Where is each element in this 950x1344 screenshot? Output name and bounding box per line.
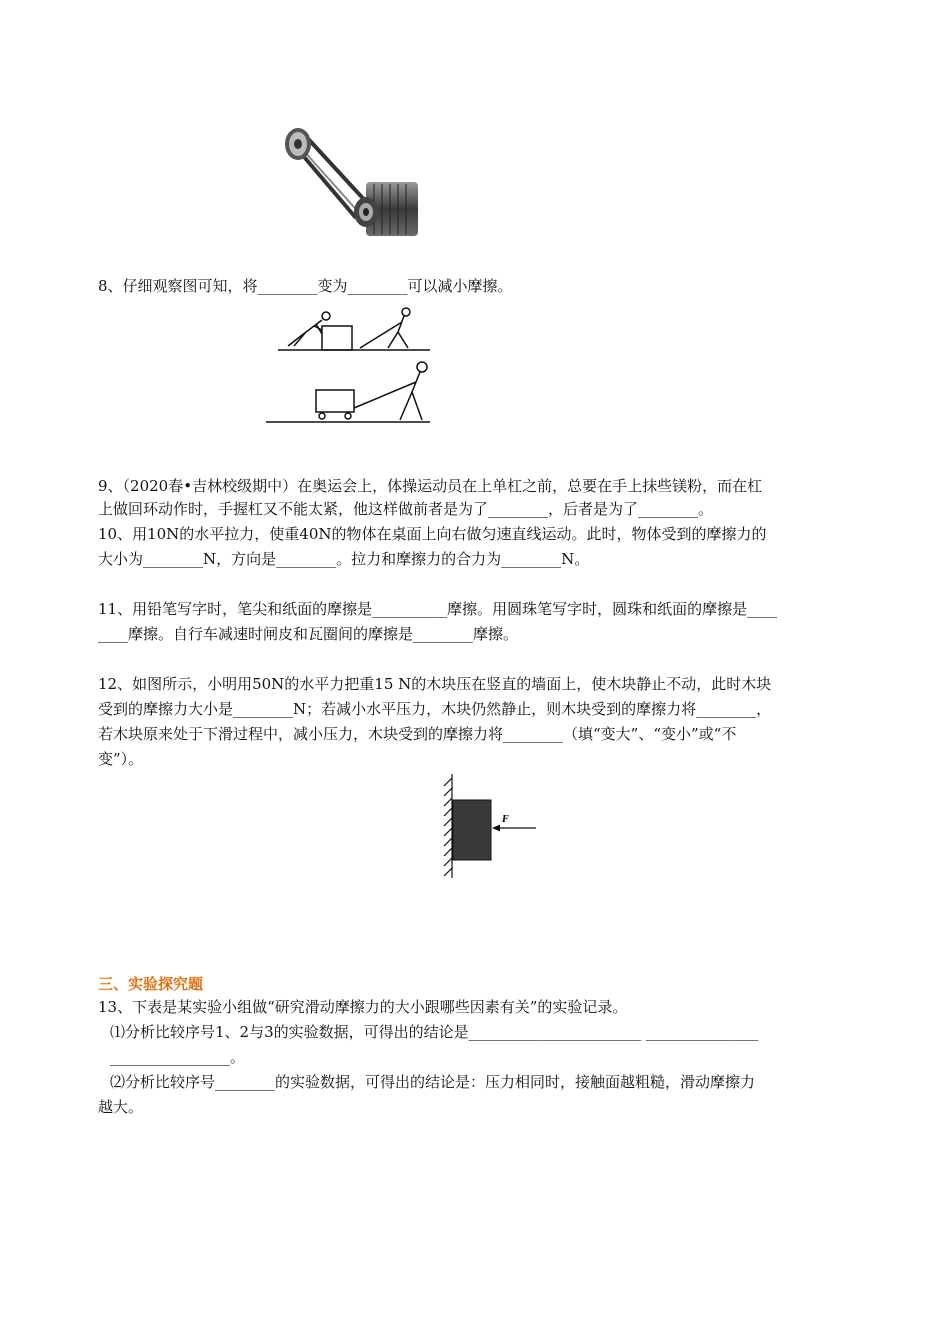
question-13-part-1-line-1: ⑴分析比较序号1、2与3的实验数据，可得出的结论是_______________________ _______________ bbox=[110, 1023, 759, 1041]
question-12-line-3: 若木块原来处于下滑过程中，减小压力，木块受到的摩擦力将________（填“变大”、“变小”或“不 bbox=[98, 725, 737, 743]
question-13-intro: 13、下表是某实验小组做“研究滑动摩擦力的大小跟哪些因素有关”的实验记录。 bbox=[98, 998, 628, 1016]
question-12-line-4: 变”）。 bbox=[98, 750, 144, 768]
question-10-line-2: 大小为________N，方向是________。拉力和摩擦力的合力为________N。 bbox=[98, 550, 590, 568]
question-11-line-1: 11、用铅笔写字时，笔尖和纸面的摩擦是__________摩擦。用圆珠笔写字时，圆珠和纸面的摩擦是____ bbox=[98, 600, 778, 618]
question-12-line-1: 12、如图所示，小明用50N的水平力把重15 N的木块压在竖直的墙面上，使木块静止不动，此时木块 bbox=[98, 675, 772, 693]
question-11-line-2: ____摩擦。自行车减速时闸皮和瓦圈间的摩擦是________摩擦。 bbox=[98, 625, 519, 643]
friction-comparison-figure bbox=[264, 302, 432, 428]
question-13-part-2-line-1: ⑵分析比较序号________的实验数据，可得出的结论是：压力相同时，接触面越粗糙，滑动摩擦力 bbox=[110, 1073, 756, 1091]
question-9-line-2: 上做回环动作时，手握杠又不能太紧，他这样做前者是为了________，后者是为了________。 bbox=[98, 500, 714, 518]
force-label: F bbox=[502, 815, 509, 825]
question-8: 8、仔细观察图可知，将________变为________可以减小摩擦。 bbox=[98, 277, 513, 295]
question-10-line-1: 10、用10N的水平拉力，使重40N的物体在桌面上向右做匀速直线运动。此时，物体受到的摩擦力的 bbox=[98, 525, 767, 543]
question-9-line-1: 9、（2020春•吉林校级期中）在奥运会上，体操运动员在上单杠之前，总要在手上抹些镁粉，而在杠 bbox=[98, 477, 763, 495]
question-12-line-2: 受到的摩擦力大小是________N；若减小水平压力，木块仍然静止，则木块受到的摩擦力将________， bbox=[98, 700, 772, 718]
question-13-part-1-line-2: ________________。 bbox=[110, 1048, 246, 1066]
question-13-part-2-line-2: 越大。 bbox=[98, 1098, 144, 1116]
section-3-title: 三、实验探究题 bbox=[98, 975, 204, 993]
belt-pulley-figure bbox=[278, 120, 418, 240]
wall-block-figure bbox=[440, 770, 544, 882]
